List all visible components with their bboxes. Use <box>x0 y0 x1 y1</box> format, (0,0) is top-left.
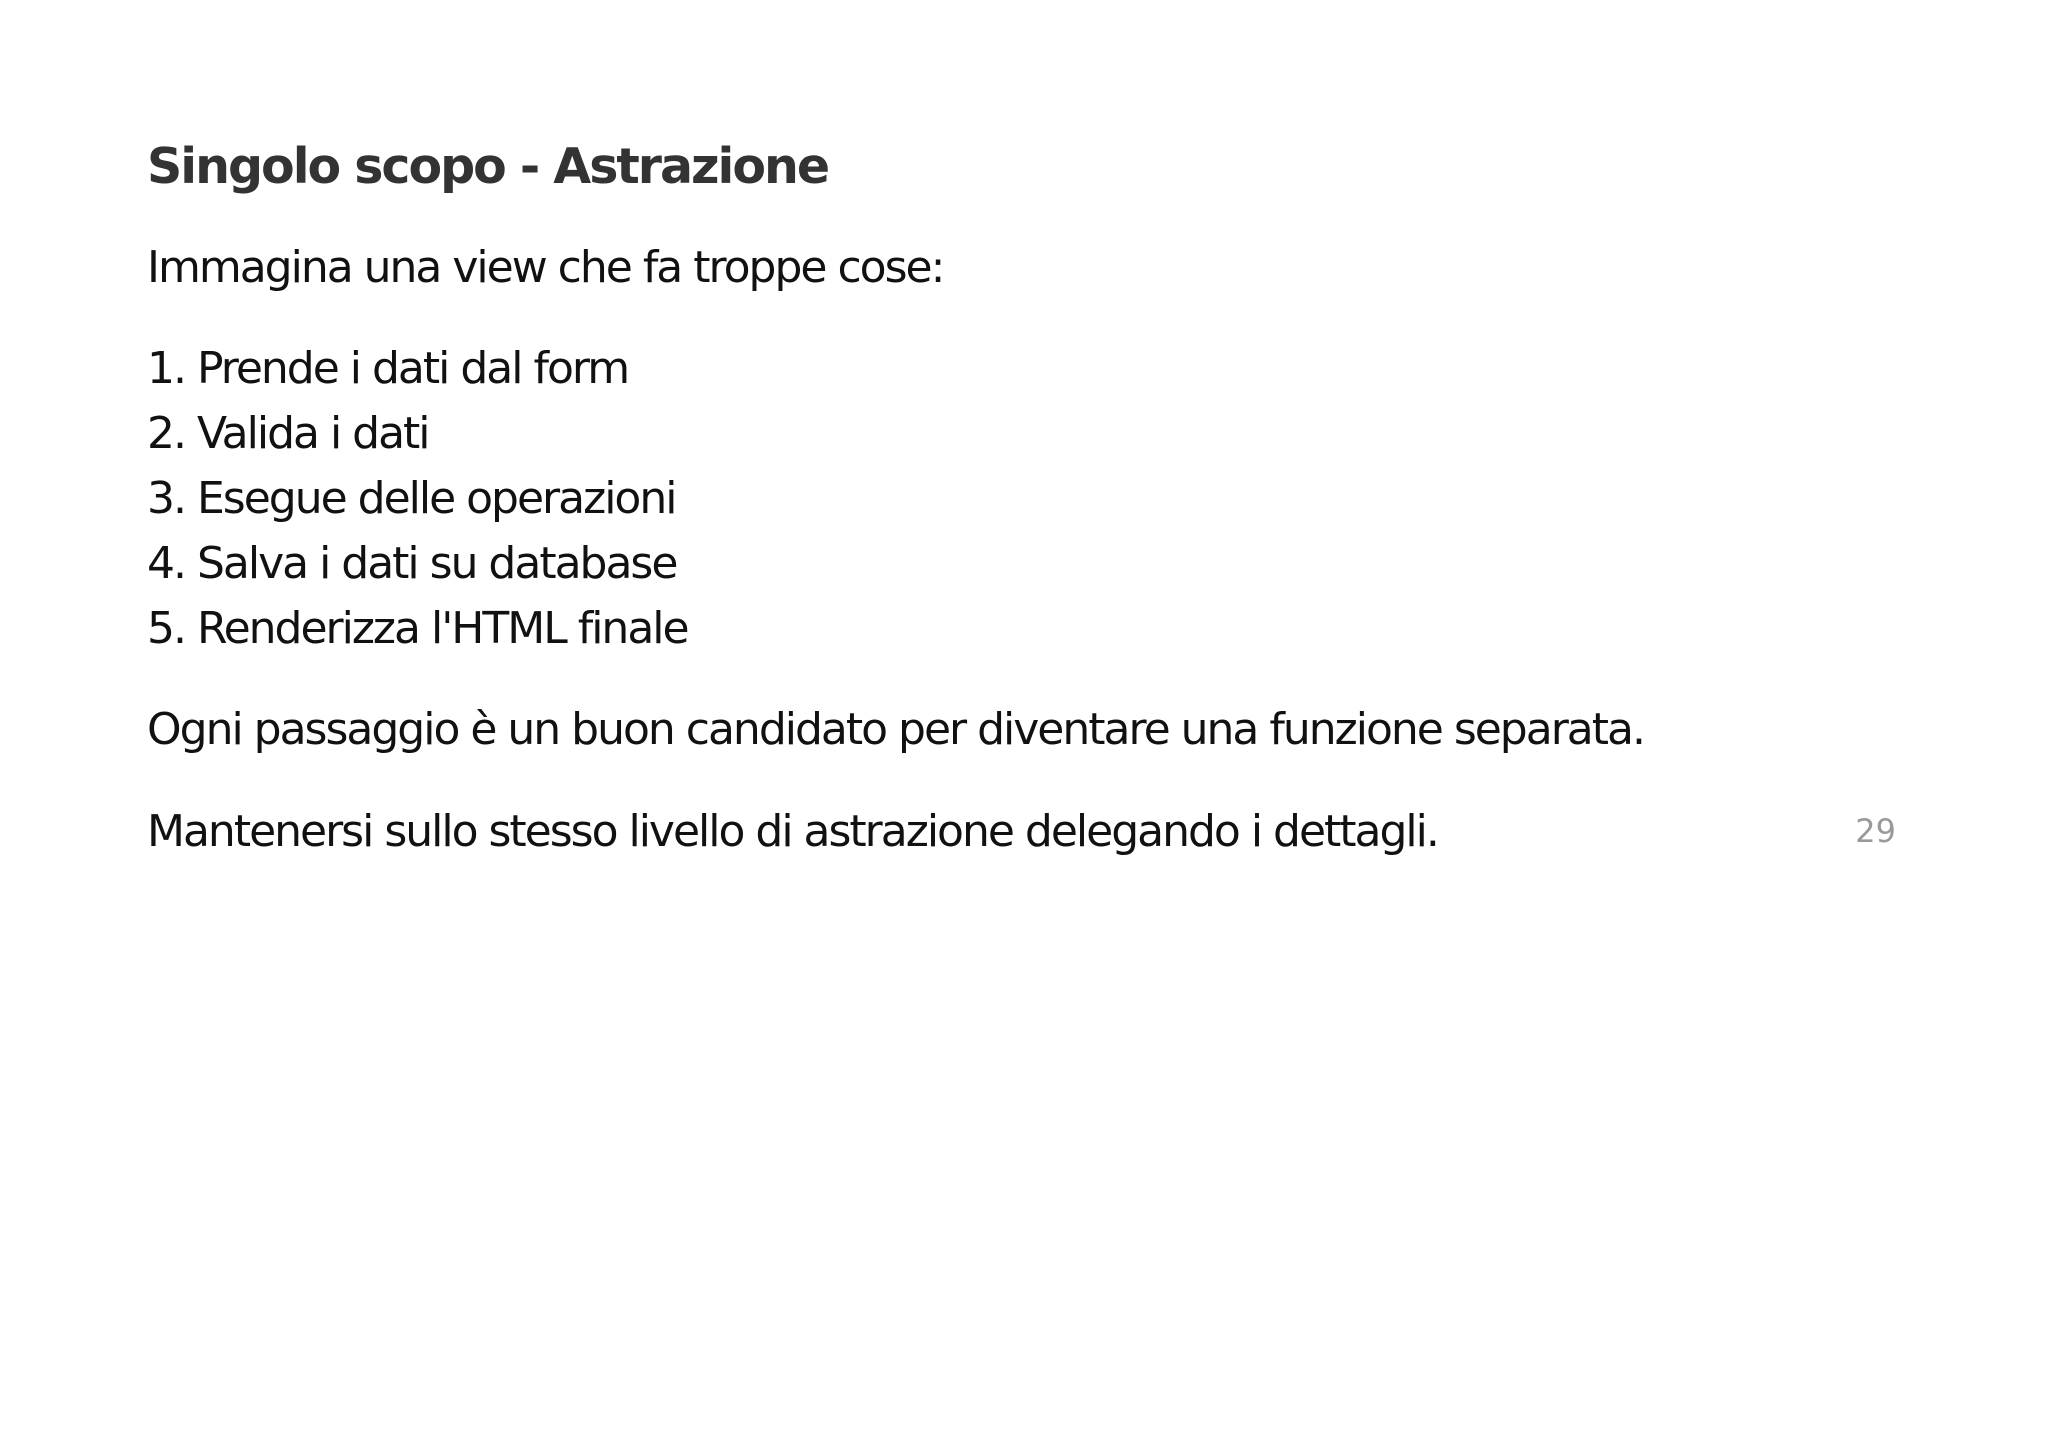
steps-list <box>147 336 688 661</box>
list-item: 2. Valida i dati <box>147 408 429 459</box>
intro-text: Immagina una view che fa troppe cose: <box>147 242 944 293</box>
paragraph-abstraction-level: Mantenersi sullo stesso livello di astrazione delegando i dettagli. <box>147 806 1438 857</box>
paragraph-separate-functions: Ogni passaggio è un buon candidato per diventare una funzione separata. <box>147 704 1644 755</box>
list-item: 1. Prende i dati dal form <box>147 343 629 394</box>
list-item: 4. Salva i dati su database <box>147 538 677 589</box>
list-item: 5. Renderizza l'HTML finale <box>147 603 688 654</box>
slide-title: Singolo scopo - Astrazione <box>147 138 829 195</box>
page-number: 29 <box>1855 812 1896 850</box>
list-item: 3. Esegue delle operazioni <box>147 473 676 524</box>
